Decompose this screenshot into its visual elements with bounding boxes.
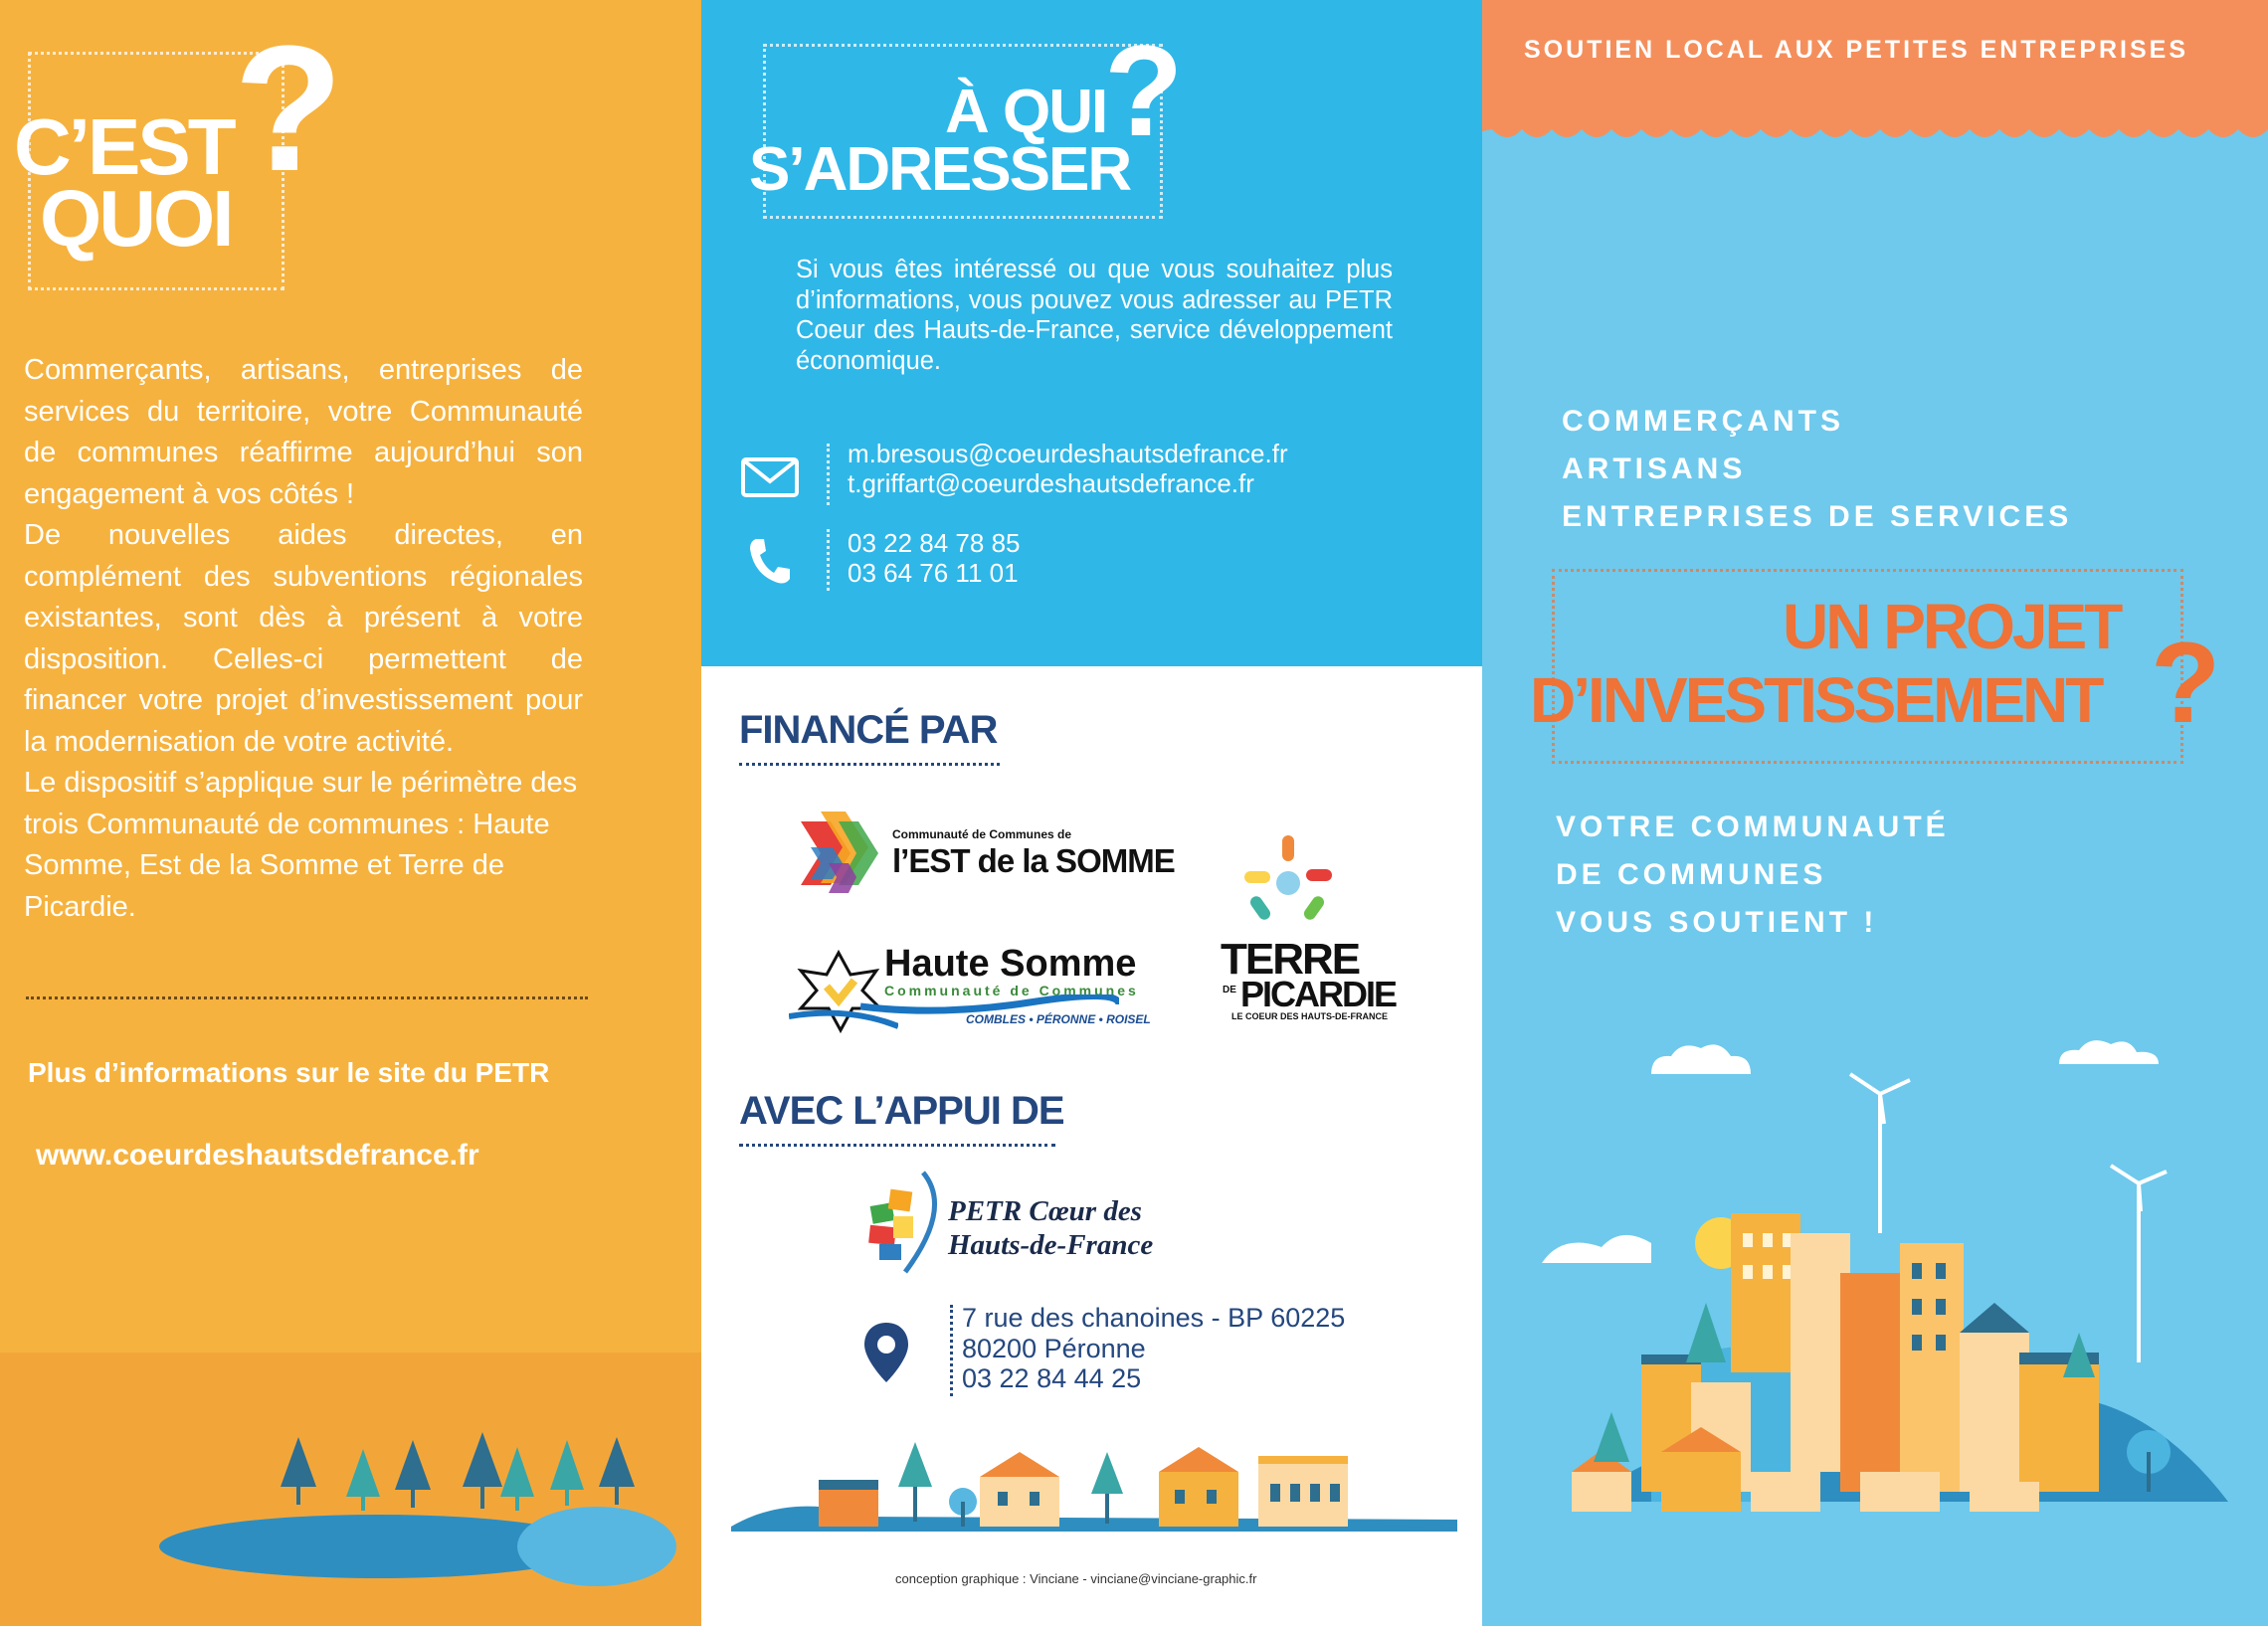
- terre-picardie-de: DE: [1223, 985, 1236, 995]
- support-line-1: VOTRE COMMUNAUTÉ: [1556, 811, 1950, 843]
- support-underline: [739, 1144, 1055, 1147]
- left-divider: [26, 996, 588, 999]
- est-somme-logo-mark: [791, 808, 882, 899]
- support-heading: AVEC L’APPUI DE: [739, 1089, 1064, 1133]
- left-paragraph-3: Le dispositif s’applique sur le périmètre des trois Communauté de communes : Haute Somme, Est de la Somme et Terre de Picardie.: [24, 767, 578, 923]
- phone-list: [848, 528, 1021, 588]
- left-paragraph-2: De nouvelles aides directes, en complément des subventions régionales existantes, sont dès à présent à votre disposition. Celles-ci permettent de financer votre projet d’investissement pour la modernisation de votre activité.: [24, 519, 583, 758]
- city-illustration: [1542, 1034, 2238, 1591]
- contact-intro: Si vous êtes intéressé ou que vous souhaitez plus d’informations, vous pouvez vous adresser au PETR Coeur des Hauts-de-France, service développement économique.: [796, 256, 1393, 375]
- haute-somme-logo-mark: [789, 947, 898, 1036]
- title-line1: C’EST: [14, 102, 234, 191]
- left-panel: [0, 0, 701, 1626]
- petr-line1: PETR Cœur des: [948, 1195, 1142, 1227]
- terre-picardie-logo-mark: [1238, 833, 1338, 933]
- audience-3: ENTREPRISES DE SERVICES: [1562, 500, 2073, 533]
- title-question-mark: ?: [2151, 620, 2221, 747]
- financed-heading: FINANCÉ PAR: [739, 708, 998, 752]
- phone-1[interactable]: 03 22 84 78 85: [848, 528, 1021, 558]
- address-block: [962, 1303, 1345, 1394]
- address-phone[interactable]: 03 22 84 44 25: [962, 1363, 1142, 1393]
- support-line-2: DE COMMUNES: [1556, 858, 1827, 891]
- est-somme-small: Communauté de Communes de: [892, 827, 1072, 841]
- audience-2: ARTISANS: [1562, 452, 1747, 485]
- haute-somme-towns: COMBLES • PÉRONNE • ROISEL: [966, 1012, 1151, 1026]
- title-question-mark: ?: [1104, 18, 1184, 163]
- terre-picardie-sub: LE COEUR DES HAUTS-DE-FRANCE: [1231, 1011, 1389, 1021]
- est-somme-title: l’EST de la SOMME: [892, 842, 1175, 879]
- email-2[interactable]: t.griffart@coeurdeshautsdefrance.fr: [848, 468, 1254, 498]
- title-line2: D’INVESTISSEMENT: [1530, 664, 2102, 736]
- petr-line2: Hauts-de-France: [948, 1229, 1154, 1261]
- financed-underline: [739, 763, 1000, 766]
- address-line2: 80200 Péronne: [962, 1333, 1146, 1363]
- phone-2[interactable]: 03 64 76 11 01: [848, 558, 1019, 588]
- title-line2: S’ADRESSER: [749, 135, 1131, 204]
- terre-picardie-line1: TERRE: [1221, 935, 1360, 984]
- middle-panel: [701, 0, 1482, 1626]
- petr-logo-mark: [865, 1169, 955, 1278]
- terre-picardie-line2: PICARDIE: [1240, 974, 1397, 1014]
- email-icon: [741, 457, 799, 497]
- band-wave: [1482, 119, 2268, 149]
- band-text: SOUTIEN LOCAL AUX PETITES ENTREPRISES: [1524, 36, 2189, 64]
- design-credit: conception graphique : Vinciane - vinciane@vinciane-graphic.fr: [895, 1571, 1257, 1586]
- website-link[interactable]: www.coeurdeshautsdefrance.fr: [36, 1139, 479, 1172]
- top-band: [1482, 0, 2268, 129]
- address-line1: 7 rue des chanoines - BP 60225: [962, 1303, 1346, 1333]
- title-line1: À QUI: [945, 78, 1107, 146]
- haute-somme-title: Haute Somme: [884, 943, 1137, 985]
- support-line-3: VOUS SOUTIENT !: [1556, 906, 1878, 939]
- address-divider: [950, 1305, 953, 1396]
- right-panel: [1482, 0, 2268, 1626]
- phone-icon: [746, 535, 794, 587]
- left-body-text: [24, 350, 583, 928]
- title-question-mark: ?: [234, 9, 343, 209]
- title-line1: UN PROJET: [1783, 591, 2121, 662]
- info-text: Plus d’informations sur le site du PETR: [28, 1057, 550, 1088]
- email-divider: [827, 444, 830, 505]
- audience-1: COMMERÇANTS: [1562, 405, 1844, 438]
- left-paragraph-1: Commerçants, artisans, entreprises de services du territoire, votre Communauté de communes réaffirme aujourd’hui son engagement à vos côtés !: [24, 354, 583, 510]
- phone-divider: [827, 529, 830, 591]
- title-line2: QUOI: [40, 174, 232, 263]
- haute-somme-sub: Communauté de Communes: [884, 983, 1139, 998]
- landscape-illustration: [0, 1353, 701, 1626]
- email-1[interactable]: m.bresous@coeurdeshautsdefrance.fr: [848, 439, 1288, 468]
- village-illustration: [731, 1432, 1457, 1541]
- wave-divider: [701, 646, 1482, 676]
- location-pin-icon: [862, 1321, 910, 1384]
- email-list: [848, 439, 1288, 498]
